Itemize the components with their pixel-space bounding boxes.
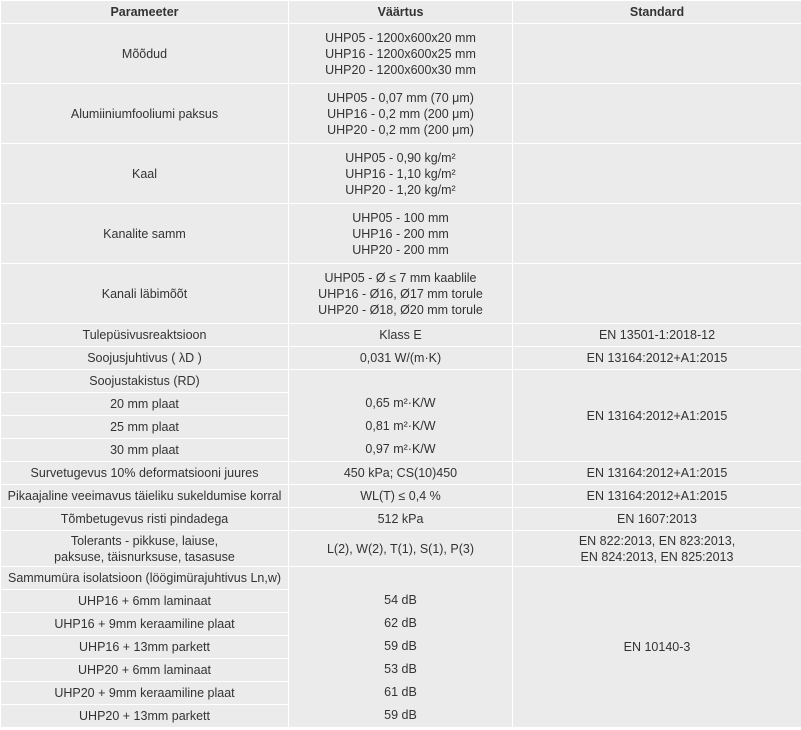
param-subname: UHP20 + 9mm keraamiline plaat	[1, 682, 289, 705]
param-name: Alumiiniumfooliumi paksus	[1, 84, 289, 144]
param-value	[289, 567, 513, 728]
param-subname: 20 mm plaat	[1, 393, 289, 416]
param-name: Tõmbetugevus risti pindadega	[1, 508, 289, 531]
param-standard: EN 13164:2012+A1:2015	[513, 485, 801, 508]
resistance-value: 0,81 m²·K/W	[365, 419, 436, 433]
param-value: 512 kPa	[289, 508, 513, 531]
row-conductivity	[1, 347, 801, 370]
row-diameter	[1, 264, 801, 324]
param-value: UHP05 - Ø ≤ 7 mm kaablile UHP16 - Ø16, Ø17 mm torule UHP20 - Ø18, Ø20 mm torule	[289, 264, 513, 324]
resistance-value: 0,97 m²·K/W	[365, 442, 436, 456]
param-name: Soojusjuhtivus ( λD )	[1, 347, 289, 370]
row-tensile	[1, 508, 801, 531]
param-value: 450 kPa; CS(10)450	[289, 462, 513, 485]
param-value: UHP05 - 0,07 mm (70 μm) UHP16 - 0,2 mm (200 μm) UHP20 - 0,2 mm (200 μm)	[289, 84, 513, 144]
sound-value: 54 dB	[384, 593, 417, 607]
param-value: UHP05 - 100 mm UHP16 - 200 mm UHP20 - 200 mm	[289, 204, 513, 264]
row-resistance	[1, 370, 801, 393]
param-standard: EN 13164:2012+A1:2015	[513, 347, 801, 370]
param-name: Kaal	[1, 144, 289, 204]
param-standard: EN 13501-1:2018-12	[513, 324, 801, 347]
param-name: Kanali läbimõõt	[1, 264, 289, 324]
sound-value: 59 dB	[384, 708, 417, 722]
param-subname: UHP16 + 9mm keraamiline plaat	[1, 613, 289, 636]
row-fire	[1, 324, 801, 347]
sound-value: 62 dB	[384, 616, 417, 630]
param-name: Tolerants - pikkuse, laiuse, paksuse, täisnurksuse, tasasuse	[1, 531, 289, 567]
row-absorption	[1, 485, 801, 508]
param-value: 0,031 W/(m·K)	[289, 347, 513, 370]
param-name: Survetugevus 10% deformatsiooni juures	[1, 462, 289, 485]
row-weight	[1, 144, 801, 204]
param-standard: EN 10140-3	[513, 567, 801, 728]
param-name: Kanalite samm	[1, 204, 289, 264]
param-name: Soojustakistus (RD)	[1, 370, 289, 393]
param-standard	[513, 204, 801, 264]
row-tolerances	[1, 531, 801, 567]
param-standard	[513, 24, 801, 84]
param-value: L(2), W(2), T(1), S(1), P(3)	[289, 531, 513, 567]
param-value	[289, 370, 513, 462]
param-value: UHP05 - 1200x600x20 mm UHP16 - 1200x600x25 mm UHP20 - 1200x600x30 mm	[289, 24, 513, 84]
param-name: Sammumüra isolatsioon (löögimürajuhtivus Ln,w)	[1, 567, 289, 590]
row-sound	[1, 567, 801, 590]
header-parameter: Parameeter	[1, 1, 289, 24]
param-subname: UHP20 + 6mm laminaat	[1, 659, 289, 682]
param-name: Mõõdud	[1, 24, 289, 84]
row-foil	[1, 84, 801, 144]
param-name: Pikaajaline veeimavus täieliku sukeldumise korral	[1, 485, 289, 508]
resistance-value: 0,65 m²·K/W	[365, 396, 436, 410]
param-subname: UHP16 + 13mm parkett	[1, 636, 289, 659]
row-dimensions	[1, 24, 801, 84]
sound-value: 59 dB	[384, 639, 417, 653]
header-standard: Standard	[513, 1, 801, 24]
row-pitch	[1, 204, 801, 264]
header-value: Väärtus	[289, 1, 513, 24]
param-value: UHP05 - 0,90 kg/m² UHP16 - 1,10 kg/m² UHP20 - 1,20 kg/m²	[289, 144, 513, 204]
param-standard	[513, 144, 801, 204]
param-subname: 30 mm plaat	[1, 439, 289, 462]
param-standard	[513, 84, 801, 144]
param-standard: EN 13164:2012+A1:2015	[513, 370, 801, 462]
param-name: Tulepüsivusreaktsioon	[1, 324, 289, 347]
param-standard: EN 822:2013, EN 823:2013, EN 824:2013, EN 825:2013	[513, 531, 801, 567]
sound-value: 53 dB	[384, 662, 417, 676]
param-standard: EN 13164:2012+A1:2015	[513, 462, 801, 485]
param-standard: EN 1607:2013	[513, 508, 801, 531]
header-row	[1, 1, 801, 24]
param-subname: UHP20 + 13mm parkett	[1, 705, 289, 728]
param-value: WL(T) ≤ 0,4 %	[289, 485, 513, 508]
param-standard	[513, 264, 801, 324]
row-compressive	[1, 462, 801, 485]
sound-value: 61 dB	[384, 685, 417, 699]
param-subname: UHP16 + 6mm laminaat	[1, 590, 289, 613]
param-value: Klass E	[289, 324, 513, 347]
param-subname: 25 mm plaat	[1, 416, 289, 439]
